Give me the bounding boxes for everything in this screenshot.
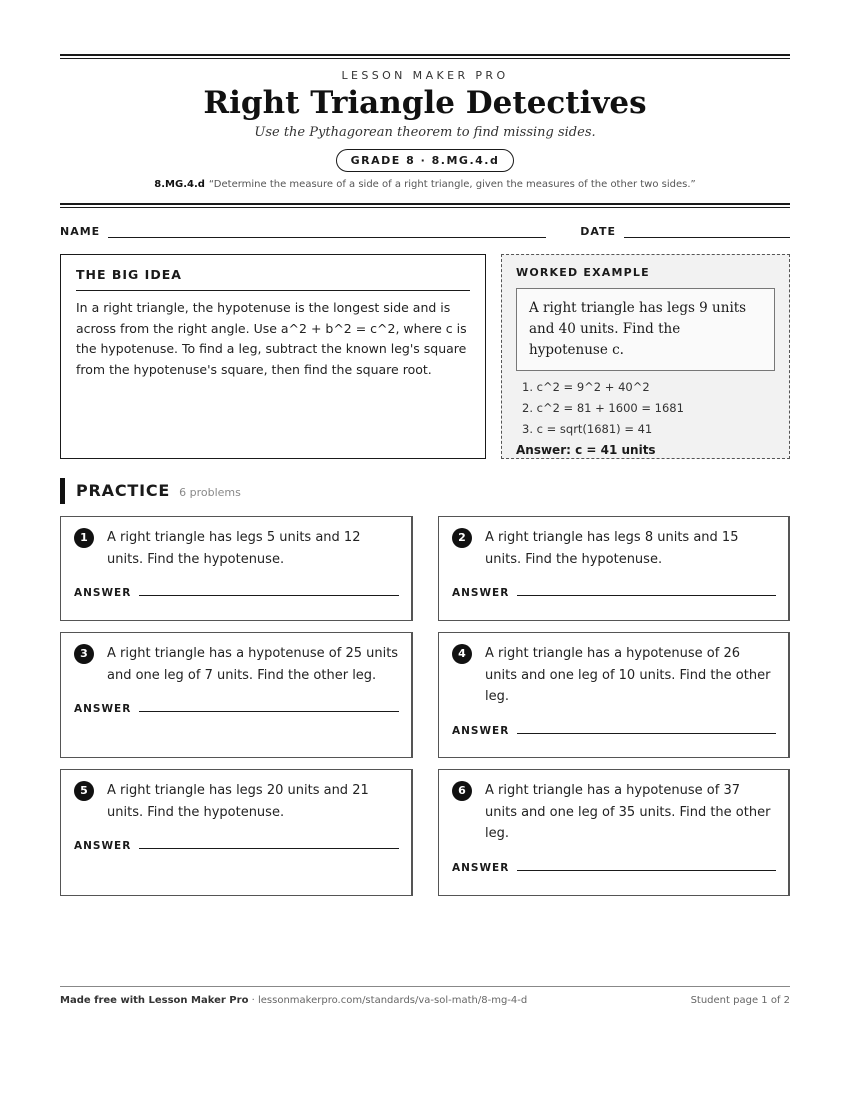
problem-text: A right triangle has a hypotenuse of 37 units and one leg of 35 units. Find the other leg. xyxy=(485,783,771,841)
worked-example-title: WORKED EXAMPLE xyxy=(516,266,650,279)
answer-line[interactable] xyxy=(517,595,776,596)
answer-line[interactable] xyxy=(139,595,399,596)
answer-line[interactable] xyxy=(139,711,399,712)
problem-text: A right triangle has a hypotenuse of 25 units and one leg of 7 units. Find the other leg. xyxy=(107,646,399,683)
problem-text: A right triangle has legs 20 units and 21 units. Find the hypotenuse. xyxy=(107,783,369,820)
problem-text: A right triangle has legs 5 units and 12 units. Find the hypotenuse. xyxy=(107,530,361,567)
answer-line[interactable] xyxy=(139,848,399,849)
page-footer xyxy=(60,986,790,1006)
problem-number: 2 xyxy=(452,528,472,548)
answer-label: ANSWER xyxy=(74,587,132,599)
problem-card-1 xyxy=(60,516,413,621)
worked-step: 1. c^2 = 9^2 + 40^2 xyxy=(522,380,650,394)
name-date-row xyxy=(60,225,790,238)
problem-card-3 xyxy=(60,632,413,758)
big-idea-text: In a right triangle, the hypotenuse is the longest side and is across from the right angle. Use a^2 + b^2 = c^2, where c is the hypotenuse. To find a leg, subtract the known leg's square from the hypotenuse's square, then find the square root. xyxy=(76,300,467,377)
practice-title: PRACTICE xyxy=(76,481,171,500)
date-label: DATE xyxy=(580,225,616,238)
worksheet-subtitle: Use the Pythagorean theorem to find missing sides. xyxy=(254,125,596,140)
worked-example-box xyxy=(501,254,790,459)
answer-label: ANSWER xyxy=(74,840,132,852)
worked-step: 3. c = sqrt(1681) = 41 xyxy=(522,422,653,436)
practice-heading xyxy=(60,478,790,504)
intro-boxes xyxy=(60,254,790,459)
name-field-line[interactable] xyxy=(108,237,546,238)
footer-url[interactable]: · lessonmakerpro.com/standards/va-sol-math/8-mg-4-d xyxy=(248,995,528,1006)
big-idea-title: THE BIG IDEA xyxy=(76,267,470,291)
answer-line[interactable] xyxy=(517,870,776,871)
big-idea-box xyxy=(60,254,486,459)
brand-name: LESSON MAKER PRO xyxy=(341,69,509,82)
header-bottom-double-rule xyxy=(60,203,790,208)
problem-text: A right triangle has a hypotenuse of 26 units and one leg of 10 units. Find the other leg. xyxy=(485,646,771,704)
problem-number: 1 xyxy=(74,528,94,548)
problem-text: A right triangle has legs 8 units and 15 units. Find the hypotenuse. xyxy=(485,530,739,567)
worksheet-title: Right Triangle Detectives xyxy=(203,85,647,121)
worked-example-answer: Answer: c = 41 units xyxy=(516,443,656,457)
footer-made-with: Made free with Lesson Maker Pro xyxy=(60,995,249,1006)
footer-page-number: Student page 1 of 2 xyxy=(690,995,790,1006)
problem-card-4 xyxy=(438,632,790,758)
answer-line[interactable] xyxy=(517,733,776,734)
standard-code: 8.MG.4.d xyxy=(154,179,205,190)
date-field-line[interactable] xyxy=(624,237,790,238)
answer-label: ANSWER xyxy=(74,703,132,715)
grade-badge: GRADE 8 · 8.MG.4.d xyxy=(336,149,515,172)
problem-card-2 xyxy=(438,516,790,621)
top-double-rule xyxy=(60,54,790,59)
name-label: NAME xyxy=(60,225,101,238)
worked-step: 2. c^2 = 81 + 1600 = 1681 xyxy=(522,401,684,415)
problem-card-6 xyxy=(438,769,790,896)
worked-example-problem: A right triangle has legs 9 units and 40 units. Find the hypotenuse c. xyxy=(516,288,775,371)
answer-label: ANSWER xyxy=(452,724,510,737)
practice-grid xyxy=(60,516,790,907)
practice-count: 6 problems xyxy=(179,486,241,499)
problem-number: 3 xyxy=(74,644,94,664)
worksheet-page xyxy=(60,54,790,907)
answer-label: ANSWER xyxy=(452,861,510,874)
problem-number: 6 xyxy=(452,781,472,801)
problem-card-5 xyxy=(60,769,413,896)
answer-label: ANSWER xyxy=(452,587,510,599)
problem-number: 4 xyxy=(452,644,472,664)
footer-credit xyxy=(60,995,527,1006)
standard-description xyxy=(60,179,790,190)
worked-example-steps xyxy=(516,377,775,440)
problem-number: 5 xyxy=(74,781,94,801)
standard-text: “Determine the measure of a side of a right triangle, given the measures of the other two sides.” xyxy=(208,179,696,190)
